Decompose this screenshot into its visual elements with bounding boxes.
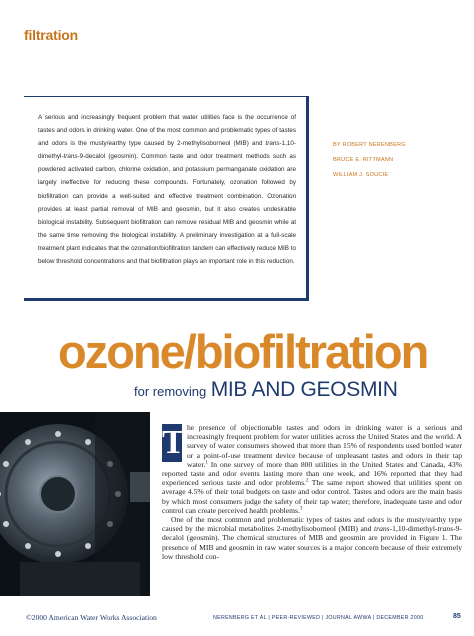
body-paragraph-2: One of the most common and problematic types of tastes and odors is the musty/earthy type caused by the microbial metabolites 2-methylisoborneol (MIB) and trans-1,10-dimethyl-trans-9-decalol (geosmin). The chemical structures of MIB and geosmin are provided in Figure 1. The presence of MIB and geosmin in raw water sources is a major concern because of their extremely low threshold con- xyxy=(162,515,462,561)
article-title: ozone/biofiltration xyxy=(58,325,428,378)
author-1: BY ROBERT NERENBERG xyxy=(333,142,406,148)
author-2: BRUCE E. RITTMANN xyxy=(333,157,394,163)
article-body xyxy=(162,423,462,561)
body-paragraph-1: T he presence of objectionable tastes and odors in drinking water is a serious and increasingly frequent problem for water utilities across the United States and the world. A survey of water consumers showed that more than 15% of respondents used bottled water or a point-of-use treatment device because of unpleasant tastes and odors in their tap water.$^1$ In one survey of more than 800 utilities in the United States and Canada, 43% reported taste and odor events lasting more than one week, and 16% reported that they had experienced serious taste and odor problems.$^2$ The same report showed that utilities spent on average 4.5% of their total budgets on taste and odor control. Tastes and odors are the main basis by which most consumers judge the safety of their tap water; therefore, inadequate taste and odor control can create perceived health problems.$^3$ xyxy=(162,423,462,515)
ozone-generator-photo xyxy=(0,412,150,596)
abstract-text: A serious and increasingly frequent problem that water utilities face is the occurrence of tastes and odors in drinking water. One of the most common and problematic types of tastes and odors is the musty/earthy type caused by 2-methylisoborneol (MIB) and trans-1,10-dimethyl-trans-9-decalol (geosmin). Common taste and odor treatment methods such as powdered activated carbon, chlorine oxidation, and potassium permanganate oxidation are largely ineffective for reducing these compounds. Fortunately, ozonation followed by biofiltration can provide a well-suited and effective treatment combination. Ozonation provides at least partial removal of MIB and geosmin, but it also creates undesirable biological instability. Subsequent biofiltration can remove residual MIB and geosmin while at the same time removing the biological instability. A preliminary investigation at a full-scale treatment plant indicates that the ozonation/biofiltration tandem can effectively reduce MIB to below threshold concentrations and that biofiltration plays an important role in this reduction. xyxy=(38,114,296,266)
page-number: 85 xyxy=(453,613,461,620)
running-footer: NERENBERG ET AL | PEER-REVIEWED | JOURNAL AWWA | DECEMBER 2000 xyxy=(213,615,424,621)
drop-cap: T xyxy=(162,424,185,461)
author-list xyxy=(333,138,463,183)
copyright-notice: ©2000 American Water Works Association xyxy=(26,613,157,622)
section-label: filtration xyxy=(24,27,78,43)
author-3: WILLIAM J. SOUCIE xyxy=(333,172,389,178)
article-subtitle: for removing MIB AND GEOSMIN xyxy=(134,378,398,401)
abstract-box xyxy=(24,96,309,301)
